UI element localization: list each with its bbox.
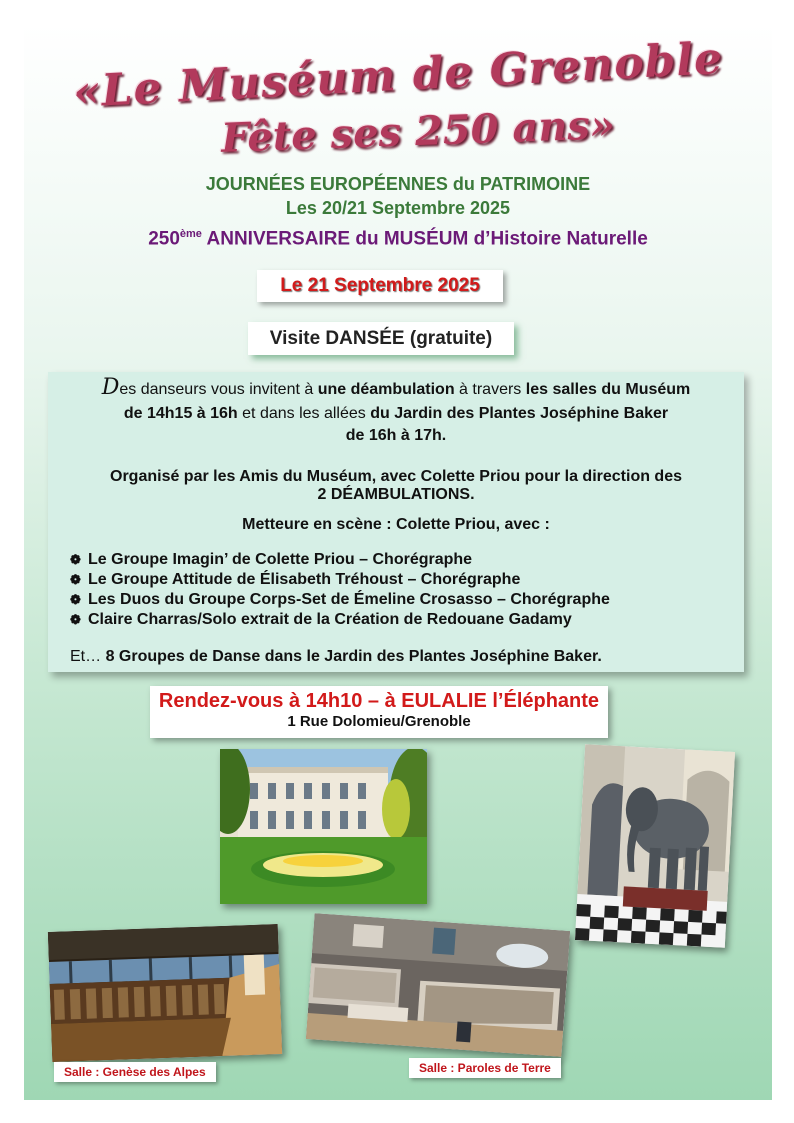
organizer-line1: Organisé par les Amis du Muséum, avec Colette Priou pour la direction des bbox=[110, 468, 682, 485]
list-item bbox=[70, 610, 610, 630]
group-name: Claire Charras/Solo extrait de la Création de Redouane Gadamy bbox=[88, 611, 572, 628]
dance-visit-box: Visite DANSÉE (gratuite) bbox=[248, 322, 514, 355]
genese-des-alpes-photo bbox=[48, 924, 282, 1062]
list-item bbox=[70, 590, 610, 610]
intro-text: et dans les allées bbox=[237, 405, 371, 422]
garden-time: de 16h à 17h. bbox=[345, 427, 447, 444]
poster bbox=[24, 24, 772, 1100]
dance-groups-list bbox=[70, 550, 610, 630]
final-line bbox=[70, 648, 602, 666]
museum-garden-photo bbox=[220, 749, 427, 904]
final-prefix: Et… bbox=[70, 648, 106, 665]
final-text: 8 Groupes de Danse dans le Jardin des Plantes Joséphine Baker. bbox=[105, 648, 602, 665]
heritage-days-dates: Les 20/21 Septembre 2025 bbox=[285, 198, 511, 218]
event-date-box: Le 21 Septembre 2025 bbox=[257, 270, 503, 302]
anniversary-number: 250 bbox=[148, 228, 180, 250]
list-item bbox=[70, 550, 610, 570]
group-name: Le Groupe Imagin’ de Colette Priou – Chorégraphe bbox=[88, 551, 473, 568]
event-info-box bbox=[48, 372, 744, 672]
organizer-line2: 2 DÉAMBULATIONS. bbox=[317, 486, 475, 503]
anniversary-suffix: ème bbox=[179, 228, 202, 240]
flower-bullet-icon: ❁ bbox=[70, 552, 81, 567]
museum-time: de 14h15 à 16h bbox=[123, 405, 238, 422]
paroles-de-terre-photo bbox=[306, 913, 570, 1057]
poster-title-line1: «Le Muséum de Grenoble bbox=[71, 33, 725, 118]
group-name: Les Duos du Groupe Corps-Set de Émeline Crosasso – Chorégraphe bbox=[88, 591, 610, 608]
museum-rooms-text: les salles du Muséum bbox=[525, 381, 691, 398]
staging-line: Metteure en scène : Colette Priou, avec : bbox=[242, 516, 550, 533]
rendezvous-box bbox=[150, 686, 608, 738]
anniversary-text: ANNIVERSAIRE du MUSÉUM d’Histoire Naturelle bbox=[201, 228, 648, 250]
intro-text: à travers bbox=[454, 381, 526, 398]
rendezvous-address: 1 Rue Dolomieu/Grenoble bbox=[287, 713, 471, 730]
organizer-paragraph bbox=[48, 468, 744, 504]
caption-paroles-de-terre: Salle : Paroles de Terre bbox=[409, 1058, 561, 1078]
caption-genese-des-alpes: Salle : Genèse des Alpes bbox=[54, 1062, 216, 1082]
intro-text: es danseurs vous invitent à bbox=[119, 381, 318, 398]
intro-highlight: une déambulation bbox=[317, 381, 455, 398]
flower-bullet-icon: ❁ bbox=[70, 592, 81, 607]
rendezvous-time: Rendez-vous à 14h10 – à EULALIE l’Éléphante bbox=[158, 690, 600, 712]
garden-name: du Jardin des Plantes Joséphine Baker bbox=[370, 405, 669, 422]
intro-paragraph bbox=[48, 376, 744, 446]
poster-title-line2: Fête ses 250 ans» bbox=[220, 101, 616, 162]
list-item bbox=[70, 570, 610, 590]
group-name: Le Groupe Attitude de Élisabeth Tréhoust – Chorégraphe bbox=[88, 571, 521, 588]
anniversary-heading bbox=[24, 228, 772, 250]
drop-cap: D bbox=[101, 375, 120, 400]
flower-bullet-icon: ❁ bbox=[70, 612, 81, 627]
elephant-eulalie-photo bbox=[575, 744, 735, 948]
flower-bullet-icon: ❁ bbox=[70, 572, 81, 587]
heritage-days-heading: JOURNÉES EUROPÉENNES du PATRIMOINE bbox=[205, 174, 591, 194]
